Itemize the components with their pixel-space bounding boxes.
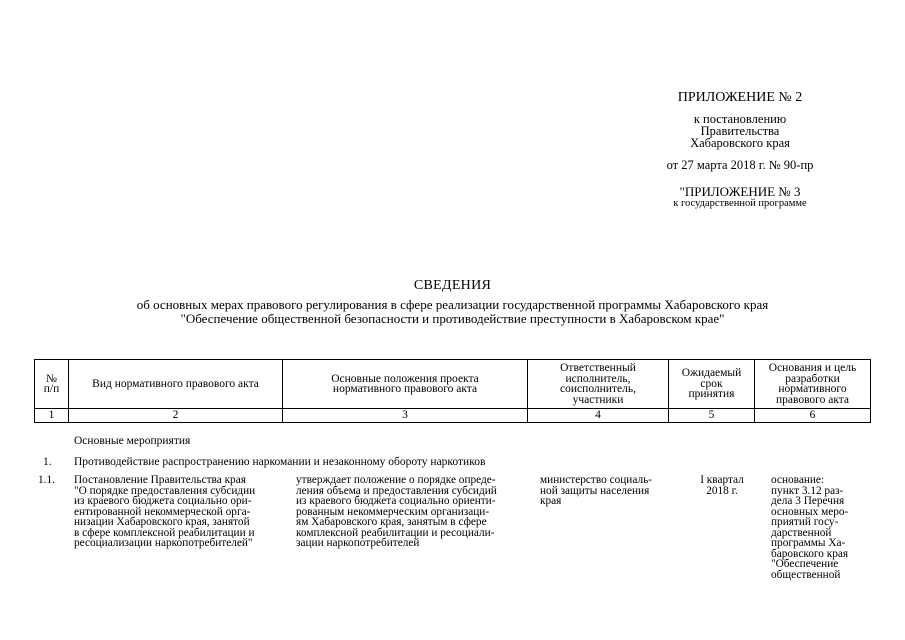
appendix-to-line: Хабаровского края	[690, 136, 790, 150]
document-title: СВЕДЕНИЯ	[413, 278, 492, 293]
column-number: 1	[35, 409, 69, 423]
appendix-to	[640, 113, 840, 149]
column-number: 3	[283, 409, 528, 423]
item-text: Противодействие распространению наркомании и незаконному обороту наркотиков	[74, 456, 486, 468]
table-number-row	[35, 409, 871, 423]
row-number: 1.1.	[38, 474, 55, 486]
header-term: Ожидаемый срок принятия	[669, 360, 755, 409]
item-number: 1.	[43, 456, 52, 468]
appendix-to-line: Правительства	[700, 124, 780, 138]
document-subtitle-1: об основных мерах правового регулирования в сфере реализации государственной программы Хабаровского края	[136, 297, 769, 312]
header-act-type: Вид нормативного правового акта	[69, 360, 283, 409]
column-number: 4	[528, 409, 669, 423]
appendix-title-2: "ПРИЛОЖЕНИЕ № 3	[679, 184, 801, 199]
header-provisions: Основные положения проекта нормативного правового акта	[283, 360, 528, 409]
header-number: № п/п	[35, 360, 69, 409]
appendix-date: от 27 марта 2018 г. № 90-пр	[666, 158, 814, 172]
row-provisions: утверждает положение о порядке опреде- ления объема и предоставления субсидий из краевого бюджета социально ориенти- рованным некоммерческим организаци- ям Хабаровского края, занятым в сфере комплексной реабилитации и ресоциали- зации наркопотребителей	[296, 474, 497, 549]
appendix-to-line: к постановлению	[693, 112, 787, 126]
row-basis: основание: пункт 3.12 раз- дела 3 Перечня основных меро- приятий госу- дарственной программы Ха- баровского края "Обеспечение общественной	[771, 474, 849, 581]
document-subtitle-2: "Обеспечение общественной безопасности и противодействие преступности в Хабаровском крае"	[180, 311, 725, 326]
column-number: 6	[755, 409, 871, 423]
appendix-sub-2: к государственной программе	[673, 198, 807, 209]
column-number: 5	[669, 409, 755, 423]
measures-table-header	[34, 359, 871, 423]
column-number: 2	[69, 409, 283, 423]
row-act-type: Постановление Правительства края "О порядке предоставления субсидии из краевого бюджета социально ори- ентированной некоммерческой орга- низации Хабаровского края, занятой в сфере комплексной реабилитации и ресоциализации наркопотребителей"	[74, 474, 256, 549]
header-basis: Основания и цель разработки нормативного правового акта	[755, 360, 871, 409]
appendix-title: ПРИЛОЖЕНИЕ № 2	[677, 90, 803, 105]
section-label: Основные мероприятия	[74, 435, 191, 447]
table-header-row	[35, 360, 871, 409]
row-executor: министерство социаль- ной защиты населения края	[540, 474, 652, 507]
header-executor: Ответственный исполнитель, соисполнитель, участники	[528, 360, 669, 409]
row-term: I квартал 2018 г.	[700, 474, 744, 497]
